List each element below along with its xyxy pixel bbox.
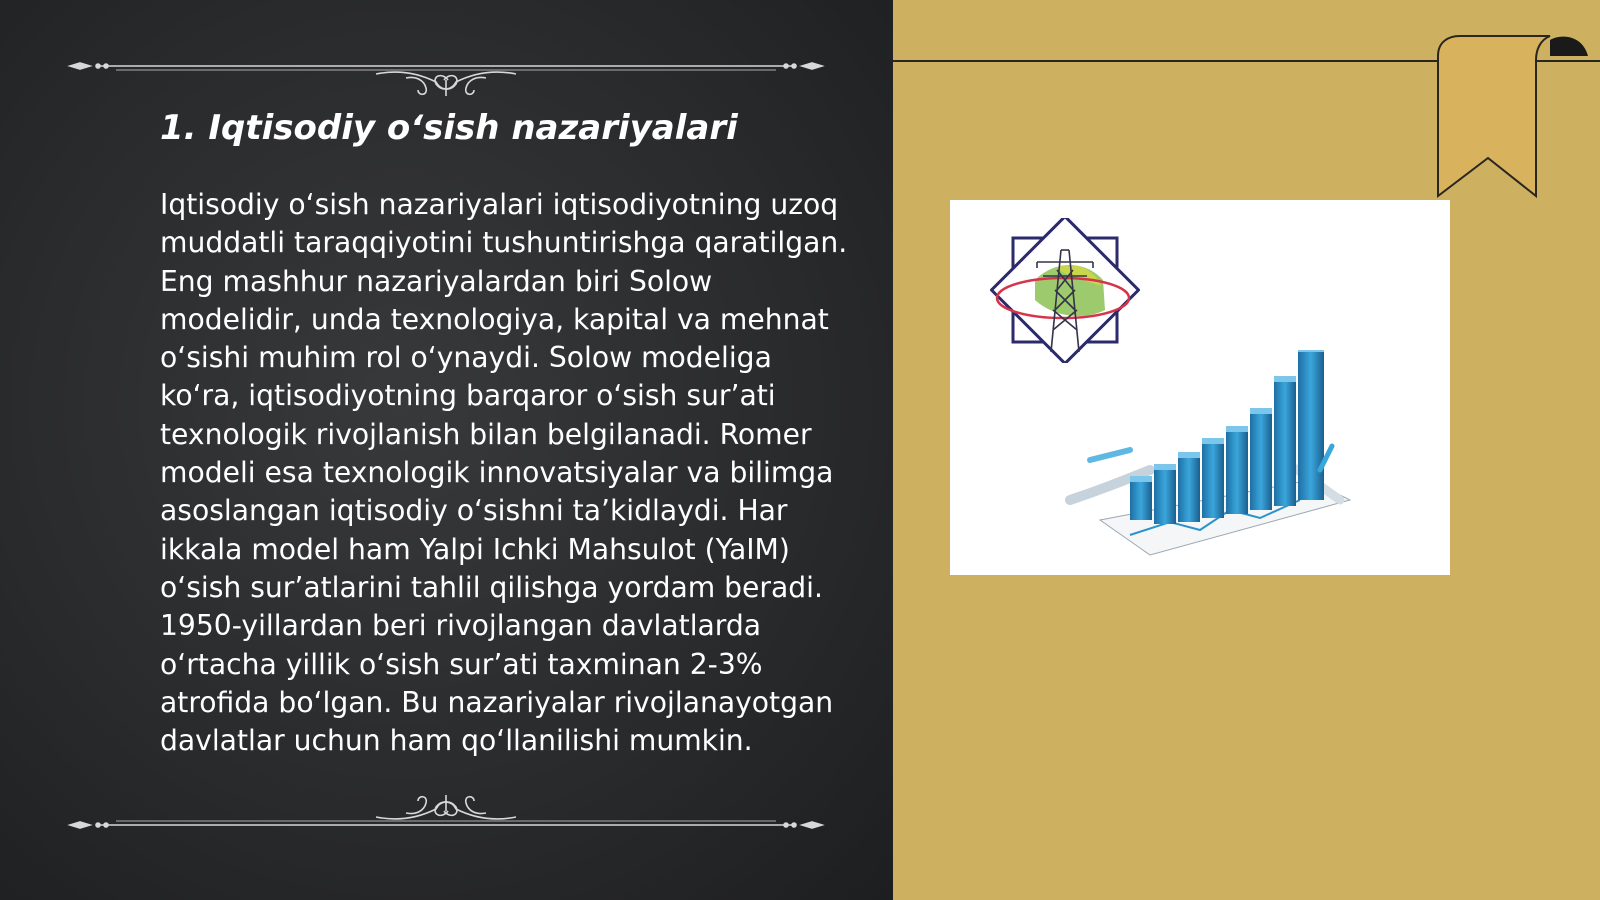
bar-chart-illustration-icon (1060, 350, 1360, 565)
scroll-divider-icon (66, 780, 826, 840)
bookmark-ribbon-icon (1430, 30, 1600, 200)
slide-title: 1. Iqtisodiy o‘sish nazariyalari (160, 108, 738, 148)
slide-body-text: Iqtisodiy o‘sish nazariyalari iqtisodiyotning uzoq muddatli taraqqiyotini tushuntirishga qaratilgan. Eng mashhur nazariyalardan biri Solow modelidir, unda texnologiya, kapital va mehnat o‘sishi muhim rol o‘ynaydi. Solow modeliga ko‘ra, iqtisodiyotning barqaror o‘sish sur’ati texnologik rivojlanish bilan belgilanadi. Romer modeli esa texnologik innovatsiyalar va bilimga asoslangan iqtisodiy o‘sishni ta’kidlaydi. Har ikkala model ham Yalpi Ichki Mahsulot (YaIM) o‘sish sur’atlarini tahlil qilishga yordam beradi. 1950-yillardan beri rivojlangan davlatlarda o‘rtacha yillik o‘sish sur’ati taxminan 2-3% atrofida bo‘lgan. Bu nazariyalar rivojlanayotgan davlatlar uchun ham qo‘llanilishi mumkin. (160, 188, 848, 758)
scroll-divider-icon (66, 36, 826, 96)
power-tower-star-emblem-icon (990, 218, 1140, 363)
slide-picture (950, 200, 1450, 575)
